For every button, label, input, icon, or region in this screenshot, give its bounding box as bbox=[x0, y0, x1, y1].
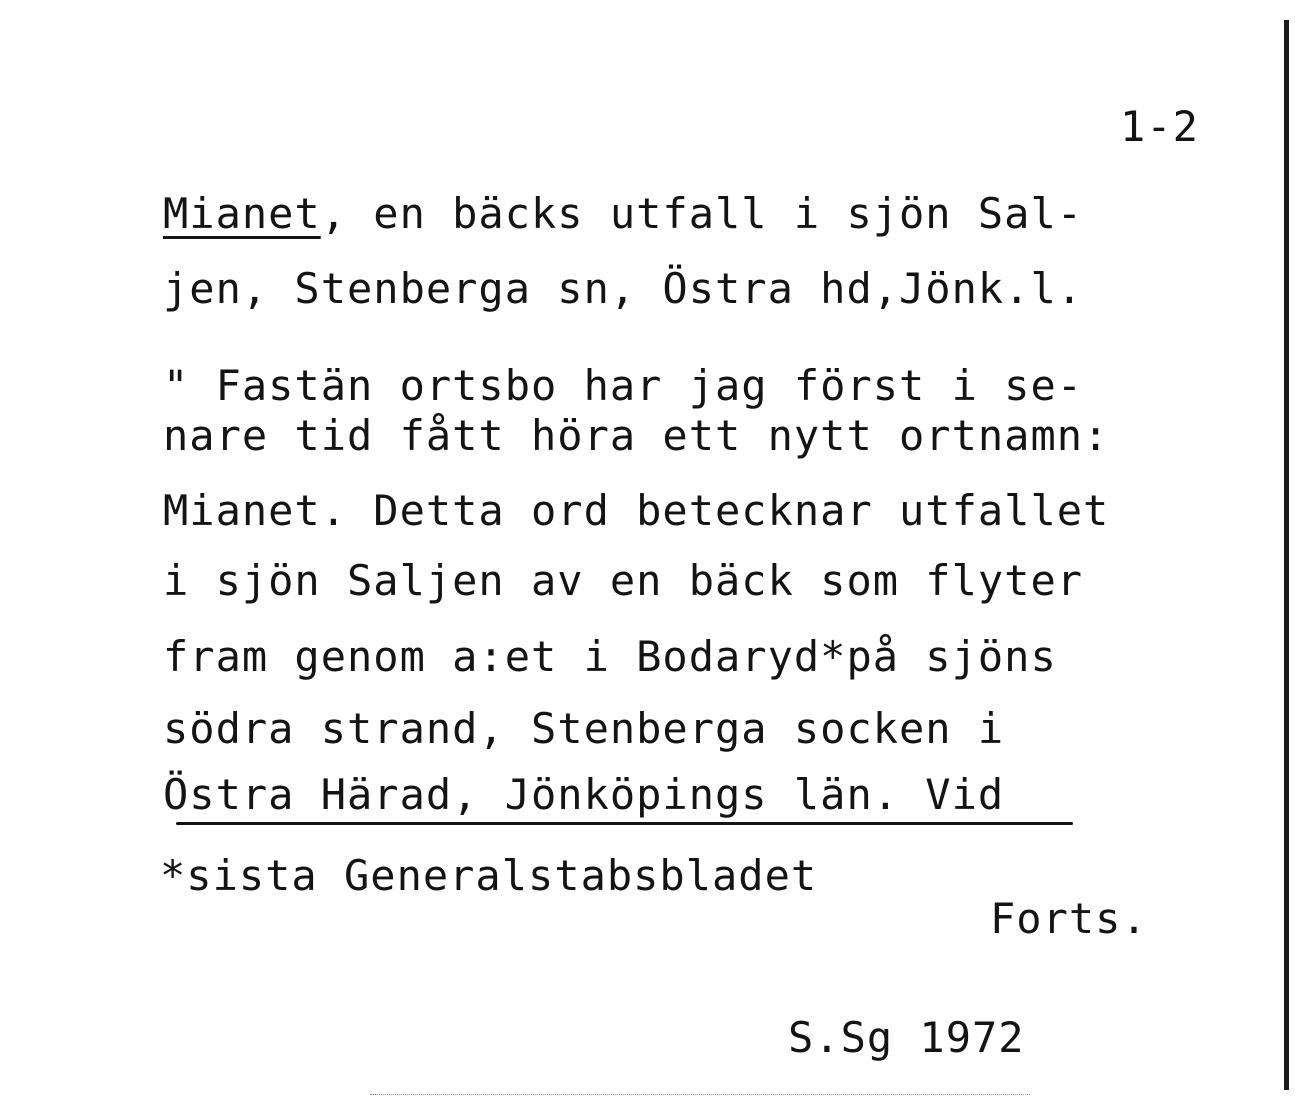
heading-line-1 bbox=[163, 189, 1084, 238]
quote-line-5: fram genom a:et i Bodaryd*på sjöns bbox=[163, 632, 1057, 681]
signature: S.Sg 1972 bbox=[788, 1013, 1025, 1062]
quote-line-2: nare tid fått höra ett nytt ortnamn: bbox=[163, 411, 1110, 460]
card-edge bbox=[1284, 20, 1289, 1090]
page-number: 1-2 bbox=[1120, 102, 1199, 151]
quote-line-4: i sjön Saljen av en bäck som flyter bbox=[163, 556, 1084, 605]
heading-line-2: jen, Stenberga sn, Östra hd,Jönk.l. bbox=[163, 264, 1084, 313]
quote-line-7: Östra Härad, Jönköpings län. Vid bbox=[163, 770, 1005, 819]
handwritten-underline bbox=[176, 822, 1073, 825]
headword: Mianet bbox=[163, 189, 321, 238]
quote-line-1: " Fastän ortsbo har jag först i se- bbox=[163, 361, 1084, 410]
scan-edge-dots bbox=[370, 1094, 1030, 1095]
footnote: *sista Generalstabsbladet bbox=[160, 851, 818, 900]
quote-line-6: södra strand, Stenberga socken i bbox=[163, 704, 1005, 753]
quote-line-3: Mianet. Detta ord betecknar utfallet bbox=[163, 486, 1110, 535]
heading-line-1-rest: , en bäcks utfall i sjön Sal- bbox=[320, 189, 1084, 238]
continued-mark: Forts. bbox=[990, 894, 1148, 943]
